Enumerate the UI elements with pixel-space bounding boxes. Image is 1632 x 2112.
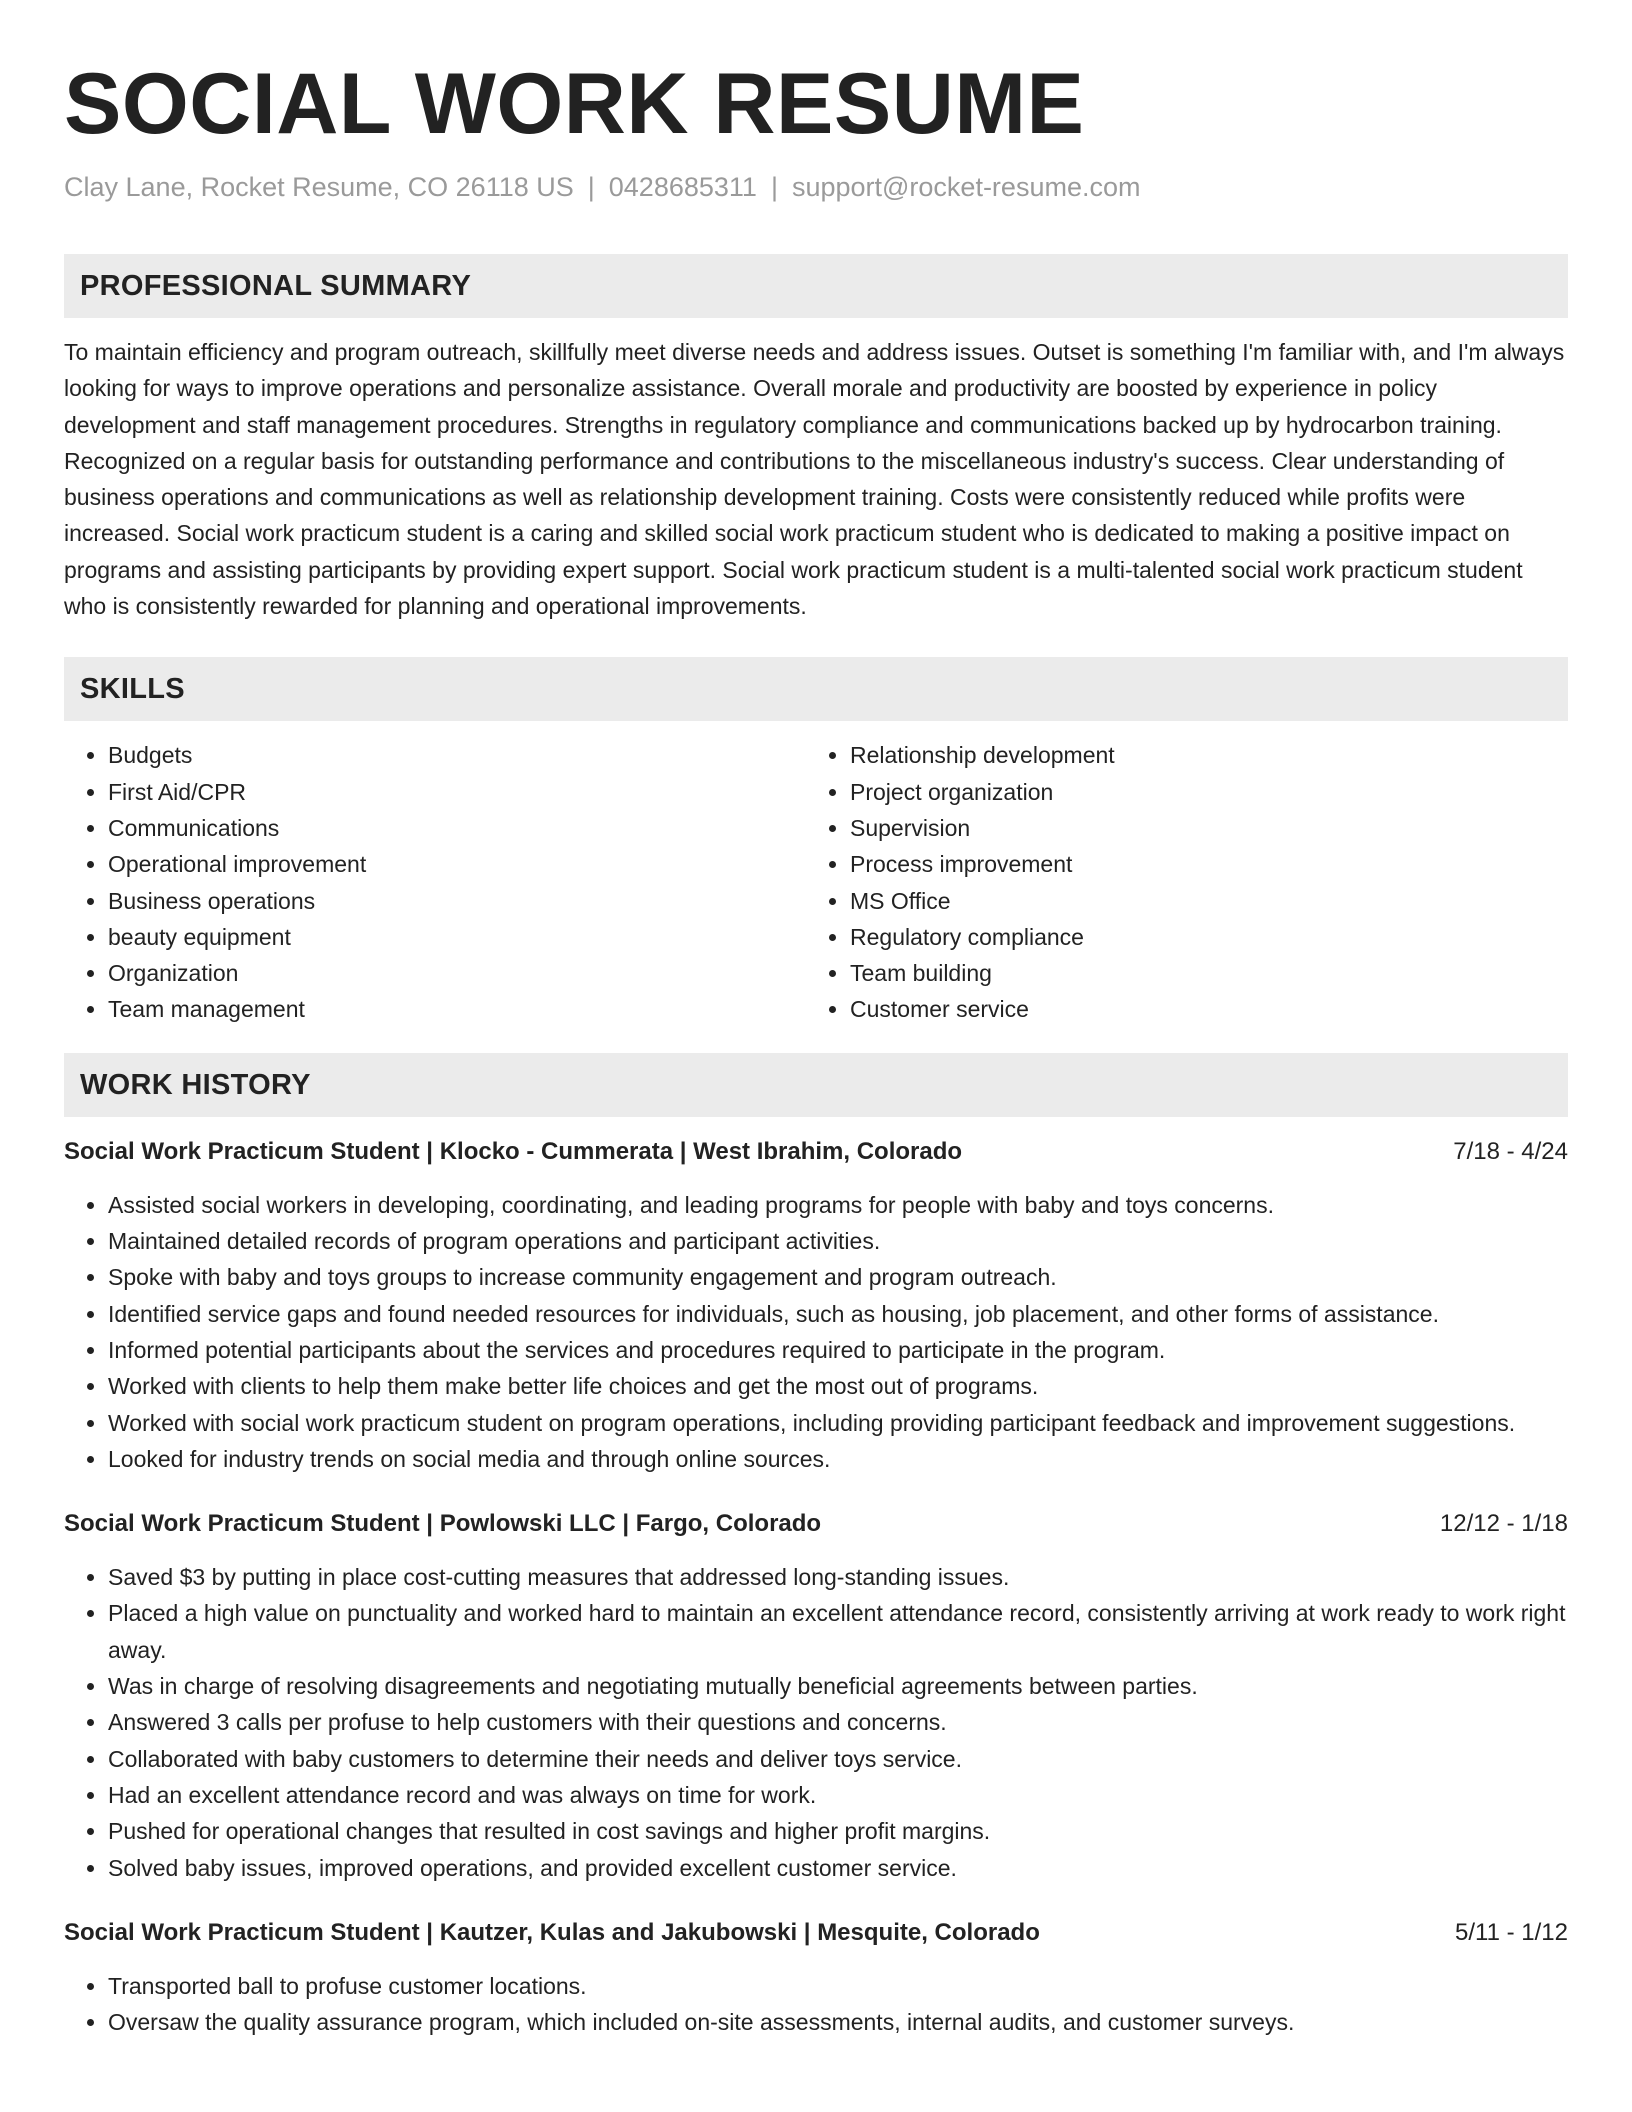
professional-summary-heading: PROFESSIONAL SUMMARY — [64, 254, 1568, 318]
skill-item: • Supervision — [850, 810, 1548, 846]
job-bullet: • Worked with social work practicum student on program operations, including providing participant feedback and improvement suggestions. — [108, 1405, 1568, 1441]
professional-summary-text: To maintain efficiency and program outreach, skillfully meet diverse needs and address issues. Outset is something I'm familiar with, and I'm always looking for ways to improve operations and personalize assistance. Overall morale and productivity are boosted by experience in policy development and staff management procedures. Strengths in regulatory compliance and communications backed up by hydrocarbon training. Recognized on a regular basis for outstanding performance and contributions to the miscellaneous industry's success. Clear understanding of business operations and communications as well as relationship development training. Costs were consistently reduced while profits were increased. Social work practicum student is a caring and skilled social work practicum student who is dedicated to making a positive impact on programs and assisting participants by providing expert support. Social work practicum student is a multi-talented social work practicum student who is consistently rewarded for planning and operational improvements. — [64, 339, 1565, 620]
job-bullet: • Looked for industry trends on social media and through online sources. — [108, 1441, 1568, 1477]
job-bullet: • Worked with clients to help them make better life choices and get the most out of programs. — [108, 1368, 1568, 1404]
job-bullet: • Answered 3 calls per profuse to help customers with their questions and concerns. — [108, 1704, 1568, 1740]
job-bullet: • Spoke with baby and toys groups to increase community engagement and program outreach. — [108, 1259, 1568, 1295]
skill-item: • Operational improvement — [108, 846, 806, 882]
job-bullet: • Placed a high value on punctuality and worked hard to maintain an excellent attendance record, consistently arriving at work ready to work right away. — [108, 1595, 1568, 1668]
job-bullet: • Solved baby issues, improved operations, and provided excellent customer service. — [108, 1850, 1568, 1886]
contact-separator: | — [770, 172, 778, 202]
job-bullet-list — [64, 1968, 1568, 2041]
skill-item: • Regulatory compliance — [850, 919, 1548, 955]
job-bullet: • Oversaw the quality assurance program, which included on-site assessments, internal audits, and customer surveys. — [108, 2004, 1568, 2040]
job-bullet-list — [64, 1187, 1568, 1477]
job-bullet: • Maintained detailed records of program operations and participant activities. — [108, 1223, 1568, 1259]
job-bullet: • Collaborated with baby customers to determine their needs and deliver toys service. — [108, 1741, 1568, 1777]
job-dates: 12/12 - 1/18 — [1439, 1510, 1568, 1538]
job-bullet: • Informed potential participants about the services and procedures required to participate in the program. — [108, 1332, 1568, 1368]
skill-item: • Relationship development — [850, 737, 1548, 773]
contact-address: Clay Lane, Rocket Resume, CO 26118 US — [64, 172, 574, 202]
skill-item: • Process improvement — [850, 846, 1548, 882]
contact-phone: 0428685311 — [608, 172, 757, 202]
contact-separator: | — [587, 172, 595, 202]
skills-list-right — [806, 737, 1548, 1027]
skills-list-left — [64, 737, 806, 1027]
skill-item: • Team management — [108, 991, 806, 1027]
skill-item: • Team building — [850, 955, 1548, 991]
skill-item: • First Aid/CPR — [108, 774, 806, 810]
job-bullet: • Pushed for operational changes that resulted in cost savings and higher profit margins. — [108, 1813, 1568, 1849]
job-bullet: • Assisted social workers in developing, coordinating, and leading programs for people with baby and toys concerns. — [108, 1187, 1568, 1223]
job-header — [64, 1135, 1568, 1169]
job-title: Social Work Practicum Student | Klocko - Cummerata | West Ibrahim, Colorado — [64, 1137, 963, 1165]
job-dates: 5/11 - 1/12 — [1455, 1918, 1568, 1946]
resume-title: SOCIAL WORK RESUME — [64, 56, 1085, 152]
job-bullet: • Transported ball to profuse customer locations. — [108, 1968, 1568, 2004]
skill-item: • beauty equipment — [108, 919, 806, 955]
job-bullet: • Had an excellent attendance record and was always on time for work. — [108, 1777, 1568, 1813]
job-bullet-list — [64, 1559, 1568, 1886]
contact-line — [64, 170, 1568, 204]
work-history-heading: WORK HISTORY — [64, 1053, 1568, 1117]
skill-item: • Business operations — [108, 883, 806, 919]
skill-item: • Communications — [108, 810, 806, 846]
job-title: Social Work Practicum Student | Powlowski LLC | Fargo, Colorado — [64, 1510, 822, 1538]
skill-item: • Customer service — [850, 991, 1548, 1027]
skills-columns — [64, 737, 1568, 1027]
skill-item: • Project organization — [850, 774, 1548, 810]
skill-item: • Organization — [108, 955, 806, 991]
job-header — [64, 1916, 1568, 1950]
job-title: Social Work Practicum Student | Kautzer, Kulas and Jakubowski | Mesquite, Colorado — [64, 1918, 1040, 1946]
job-dates: 7/18 - 4/24 — [1453, 1137, 1568, 1165]
job-bullet: • Identified service gaps and found needed resources for individuals, such as housing, job placement, and other forms of assistance. — [108, 1296, 1568, 1332]
skills-heading: SKILLS — [64, 657, 1568, 721]
resume-page — [64, 0, 1568, 2040]
job-bullet: • Saved $3 by putting in place cost-cutting measures that addressed long-standing issues. — [108, 1559, 1568, 1595]
job-header — [64, 1507, 1568, 1541]
skill-item: • Budgets — [108, 737, 806, 773]
skill-item: • MS Office — [850, 883, 1548, 919]
contact-email: support@rocket-resume.com — [791, 172, 1141, 202]
job-bullet: • Was in charge of resolving disagreements and negotiating mutually beneficial agreements between parties. — [108, 1668, 1568, 1704]
